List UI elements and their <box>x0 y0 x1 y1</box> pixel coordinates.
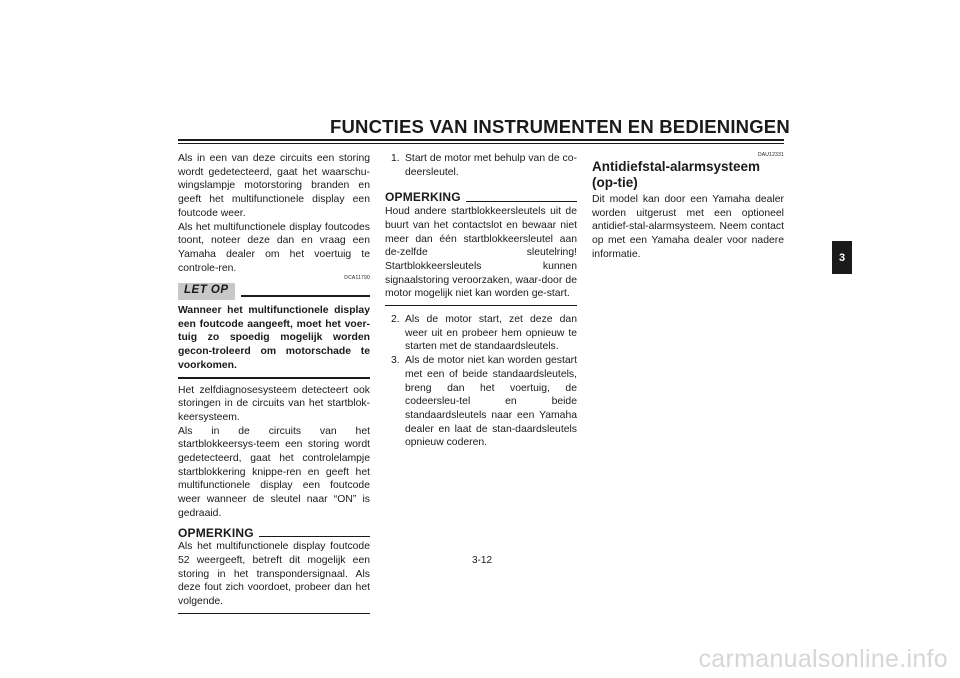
title-rule-thin <box>178 143 784 144</box>
steps-list <box>385 152 577 179</box>
watermark: carmanualsonline.info <box>698 645 948 673</box>
note-label: OPMERKING <box>385 190 461 205</box>
list-item <box>391 152 577 179</box>
paragraph: Als het multifunctionele display foutcodes toont, noteer deze dan en vraag een Yamaha dealer om het voertuig te controle-ren. <box>178 221 370 274</box>
note-label: OPMERKING <box>178 525 254 540</box>
paragraph: Als in de circuits van het startblokkeersys-teem een storing wordt gedetecteerd, gaat het controlelampje startblokkering knippe-ren en geeft het multifunctionele display een foutcode weer wanneer de sleutel naar “ON” is gedraaid. <box>178 425 370 519</box>
note-header <box>178 527 370 541</box>
caution-header <box>178 283 370 300</box>
note-end-rule <box>178 613 370 614</box>
steps-list <box>385 313 577 450</box>
page-number: 3-12 <box>471 555 492 566</box>
list-text: Als de motor start, zet deze dan weer uit en probeer hem opnieuw te starten met de standaardsleutels. <box>405 314 577 353</box>
list-number: 1. <box>391 153 400 164</box>
note-header <box>385 191 577 205</box>
list-number: 3. <box>391 355 400 367</box>
caution-code: DCA11790 <box>344 275 370 282</box>
list-text: Start de motor met behulp van de co-deersleutel. <box>405 153 577 178</box>
list-number: 2. <box>391 314 400 326</box>
caution-badge: LET OP <box>178 283 235 300</box>
column-right <box>592 152 784 262</box>
section-code: DAU12331 <box>757 152 784 158</box>
note-end-rule <box>385 305 577 306</box>
note-text: Houd andere startblokkeersleutels uit de buurt van het contactslot en bewaar niet meer dan één startblokkeersleutel aan de-zelfde sleutelring! Startblokkeersleutels kunnen signaalstoring veroorzaken, waar-door de motor mogelijk niet kan worden ge-start. <box>385 206 577 300</box>
section-heading: Antidiefstal-alarmsysteem (op-tie) <box>592 159 761 190</box>
paragraph: Als in een van deze circuits een storing wordt gedetecteerd, gaat het waarschu-wingslampje motorstoring branden en geeft het multifunctionele display een foutcode weer. <box>178 153 370 219</box>
caution-text: Wanneer het multifunctionele display een foutcode aangeeft, moet het voer-tuig zo spoedig mogelijk worden gecon-troleerd om motorschade te voorkomen. <box>178 305 370 371</box>
paragraph: Het zelfdiagnosesysteem detecteert ook storingen in de circuits van het startblok-keersysteem. <box>178 384 370 423</box>
list-item <box>391 354 577 450</box>
caution-end-rule <box>178 377 370 379</box>
title-rule <box>178 139 784 141</box>
note-rule <box>259 536 370 537</box>
chapter-tab: 3 <box>832 241 852 274</box>
list-item <box>391 313 577 354</box>
list-text: Als de motor niet kan worden gestart met een of beide standaardsleutels, breng dan het voertuig, de codeersleu-tel en beide standaardsleutels naar een Yamaha dealer en laat de stan-daardsleutels opnieuw coderen. <box>405 355 577 449</box>
column-left <box>178 152 370 619</box>
paragraph: Dit model kan door een Yamaha dealer worden uitgerust met een optioneel antidief-stal-alarmsysteem. Neem contact op met een Yamaha dealer voor nadere informatie. <box>592 194 784 260</box>
note-text: Als het multifunctionele display foutcode 52 weergeeft, betreft dit mogelijk een storing in het transpondersignaal. Als deze fout zich voordoet, probeer dan het volgende. <box>178 541 370 608</box>
caution-rule <box>241 295 370 297</box>
note-rule <box>466 201 577 202</box>
column-middle <box>385 152 577 450</box>
page-title: FUNCTIES VAN INSTRUMENTEN EN BEDIENINGEN <box>330 116 790 137</box>
